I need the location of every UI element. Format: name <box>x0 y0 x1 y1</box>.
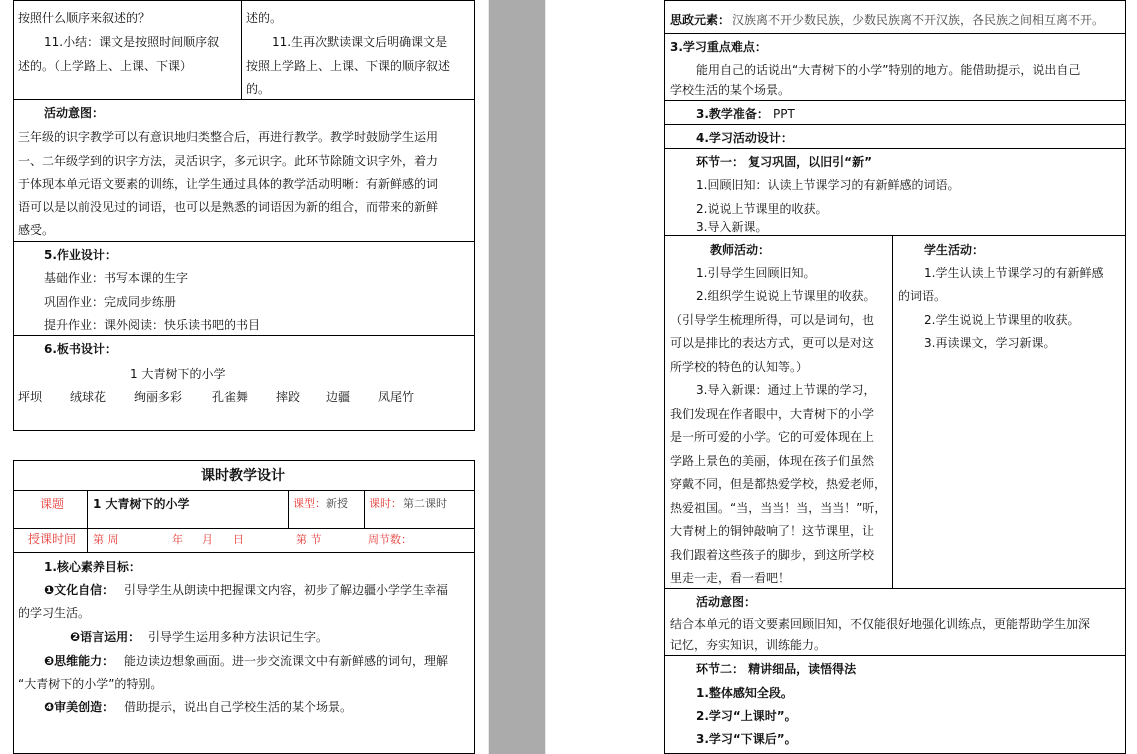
goal2-label: ❷语言运用： <box>70 630 141 644</box>
goal3-text2: “大青树下的小学”的特别。 <box>18 677 163 691</box>
teacher-line: 我们跟着这些孩子的脚步，到这所学校 <box>670 548 875 562</box>
right-intent-heading: 活动意图： <box>696 595 757 609</box>
link1-item3: 3.导入新课。 <box>696 220 768 234</box>
time-week: 第 周 <box>93 533 119 546</box>
goal4-text: 借助提示，说出自己学校生活的某个场景。 <box>124 700 353 714</box>
goal1-text2: 的学习生活。 <box>18 606 91 620</box>
time-label: 授课时间 <box>28 532 77 546</box>
intent-heading: 活动意图： <box>44 106 105 120</box>
homework-consolidate: 巩固作业：完成同步练册 <box>44 295 177 309</box>
row1-right-line4: 的。 <box>246 82 271 96</box>
type-label: 课型： <box>293 497 326 510</box>
link2-item3: 3.学习“下课后”。 <box>696 732 797 746</box>
link1-item1: 1.回顾旧知：认读上节课学习的有新鲜感的词语。 <box>696 178 960 192</box>
right-intent-line1: 结合本单元的语文要素回顾旧知，不仅能很好地强化训练点，更能帮助学生加深 <box>670 617 1091 631</box>
row1-left-line2: 11.小结：课文是按照时间顺序叙 <box>44 35 220 49</box>
board-heading: 6.板书设计： <box>44 342 117 356</box>
goal1-label: ❶文化自信： <box>44 583 115 597</box>
design-heading: 4.学习活动设计： <box>696 131 793 145</box>
period-label: 课时： <box>369 497 402 510</box>
teacher-line: 可以是排比的表达方式，更可以是对这 <box>670 336 875 350</box>
student-heading: 学生活动： <box>924 243 985 257</box>
board-word: 孔雀舞 <box>212 390 249 404</box>
type-value: 新授 <box>326 497 348 510</box>
ideology-label: 思政元素： <box>670 13 731 27</box>
intent-line: 语可以是以前没见过的词语，也可以是熟悉的词语因为新的组合，而带来的新鲜 <box>18 200 439 214</box>
link2-heading: 环节二： 精讲细品，读悟得法 <box>696 662 857 676</box>
key-line2: 学校生活的某个场景。 <box>670 83 791 97</box>
ideology-text: 汉族离不开少数民族，少数民族离不开汉族，各民族之间相互离不开。 <box>732 13 1105 27</box>
homework-basic: 基础作业：书写本课的生字 <box>44 271 189 285</box>
goal2-text: 引导学生运用多种方法识记生字。 <box>148 630 329 644</box>
teacher-line: 2.组织学生说说上节课里的收获。 <box>696 289 876 303</box>
teacher-line: 大青树上的铜钟敲响了！这节课里，让 <box>670 524 875 538</box>
student-line: 1.学生认读上节课学习的有新鲜感 <box>924 266 1104 280</box>
board-word: 绒球花 <box>70 390 107 404</box>
student-line: 2.学生说说上节课里的收获。 <box>924 313 1080 327</box>
student-line: 3.再读课文，学习新课。 <box>924 336 1056 350</box>
row1-right-line2: 11.生再次默读课文后明确课文是 <box>272 35 448 49</box>
row1-left-line1: 按照什么顺序来叙述的？ <box>18 11 151 25</box>
goal1-text1: 引导学生从朗读中把握课文内容，初步了解边疆小学学生幸福 <box>124 583 449 597</box>
key-heading: 3.学习重点难点： <box>670 40 767 54</box>
goal4-label: ❹审美创造： <box>44 700 115 714</box>
intent-line: 一、二年级学到的识字方法，灵活识字，多元识字。此环节除随文识字外，着力 <box>18 154 439 168</box>
teacher-line: 我们发现在作者眼中，大青树下的小学 <box>670 407 875 421</box>
row1-right-line1: 述的。 <box>246 11 283 25</box>
lesson-value: 1 大青树下的小学 <box>93 497 190 511</box>
link2-item1: 1.整体感知全段。 <box>696 686 793 700</box>
board-word: 凤尾竹 <box>378 390 415 404</box>
student-line: 的词语。 <box>898 289 947 303</box>
teacher-line: 是一所可爱的小学。它的可爱体现在上 <box>670 430 875 444</box>
board-word: 绚丽多彩 <box>134 390 183 404</box>
period-value: 第二课时 <box>403 497 447 510</box>
intent-line: 感受。 <box>18 223 55 237</box>
goal3-label: ❸思维能力： <box>44 654 115 668</box>
teacher-line: 里走一走，看一看吧！ <box>670 571 791 585</box>
teacher-line: 所学校的特色的认知等。） <box>670 360 809 374</box>
intent-line: 三年级的识字教学可以有意识地归类整合后，再进行教学。教学时鼓励学生运用 <box>18 130 439 144</box>
page-gutter <box>488 0 546 754</box>
link1-heading: 环节一： 复习巩固，以旧引“新” <box>696 155 872 169</box>
time-day: 日 <box>233 533 244 546</box>
time-section: 第 节 <box>296 533 322 546</box>
teacher-line: 学路上景色的美丽，体现在孩子们虽然 <box>670 454 875 468</box>
prep-value: PPT <box>773 107 795 121</box>
board-word: 边疆 <box>326 390 351 404</box>
time-month: 月 <box>202 533 213 546</box>
row1-left-line3: 述的。（上学路上、上课、下课） <box>18 59 193 73</box>
homework-extend: 提升作业：课外阅读：快乐读书吧的书目 <box>44 318 261 332</box>
teacher-line: 3.导入新课：通过上节课的学习， <box>696 383 876 397</box>
row1-right-line3: 按照上学路上、上课、下课的顺序叙述 <box>246 59 451 73</box>
teacher-line: 热爱祖国。“当，当当！当，当当！”听， <box>670 501 887 515</box>
homework-heading: 5.作业设计： <box>44 248 117 262</box>
teacher-line: （引导学生梳理所得，可以是词句，也 <box>670 313 875 327</box>
teacher-line: 1.引导学生回顾旧知。 <box>696 266 816 280</box>
teacher-heading: 教师活动： <box>710 243 771 257</box>
right-intent-line2: 记忆，夯实知识，训练能力。 <box>670 638 827 652</box>
prep-label: 3.教学准备： <box>696 107 769 121</box>
teacher-line: 穿戴不同，但是都热爱学校，热爱老师， <box>670 477 887 491</box>
lesson-label: 课题 <box>40 497 65 511</box>
week-count: 周节数： <box>368 533 412 546</box>
link2-item2: 2.学习“上课时”。 <box>696 709 797 723</box>
board-word: 坪坝 <box>18 390 43 404</box>
lesson-table-title: 课时教学设计 <box>201 468 285 484</box>
key-line1: 能用自己的话说出“大青树下的小学”特别的地方。能借助提示，说出自己 <box>696 63 1081 77</box>
goal3-text1: 能边读边想象画面。进一步交流课文中有新鲜感的词句，理解 <box>124 654 449 668</box>
goals-heading: 1.核心素养目标： <box>44 560 141 574</box>
intent-line: 于体现本单元语文要素的训练，让学生通过具体的教学活动明晰：有新鲜感的词 <box>18 177 439 191</box>
board-title: 1 大青树下的小学 <box>130 367 226 381</box>
board-word: 摔跤 <box>276 390 301 404</box>
link1-item2: 2.说说上节课里的收获。 <box>696 202 828 216</box>
time-year: 年 <box>172 533 183 546</box>
